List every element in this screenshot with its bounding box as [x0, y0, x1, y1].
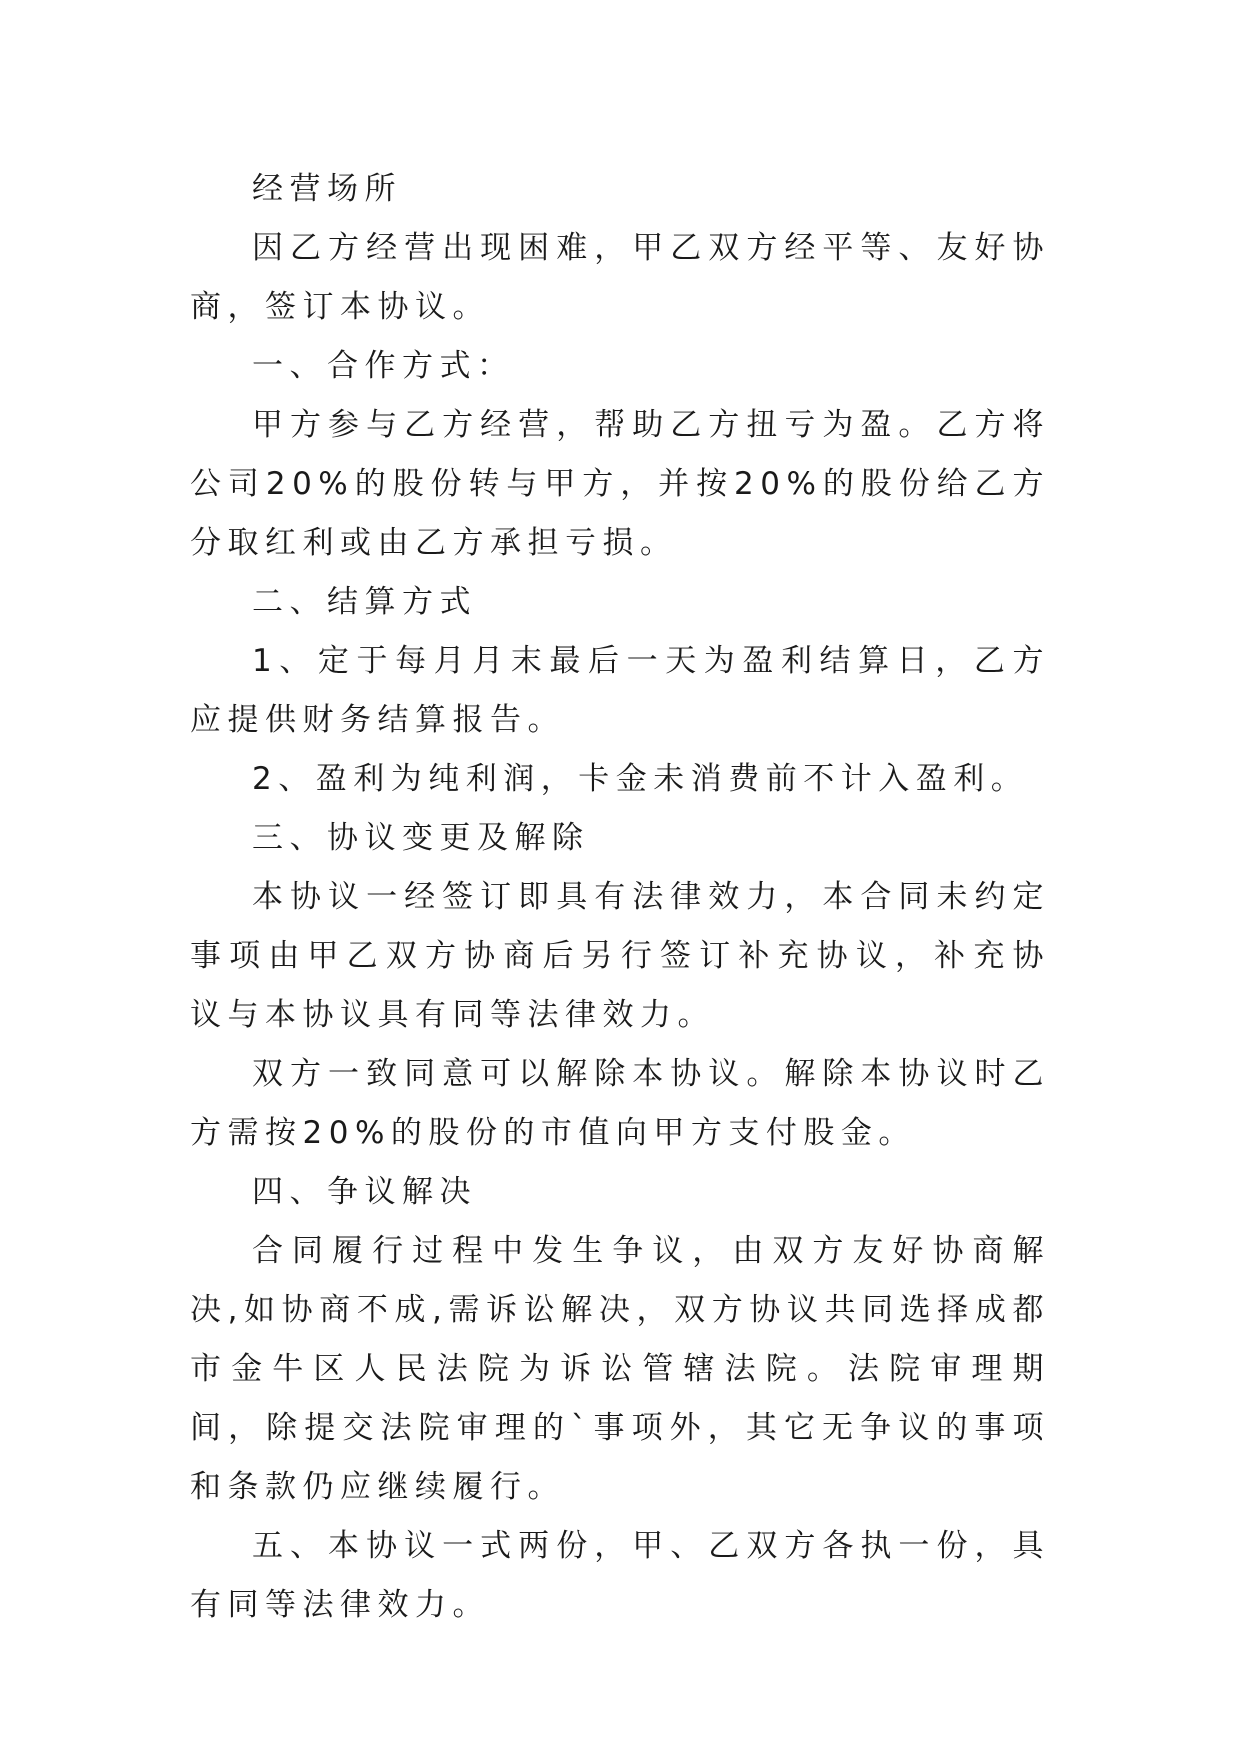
paragraph-settlement-day: 1、定于每月月末最后一天为盈利结算日，乙方应提供财务结算报告。: [190, 643, 1050, 738]
section-heading-modification: 三、协议变更及解除: [252, 820, 590, 856]
paragraph-cooperation-terms: 甲方参与乙方经营，帮助乙方扭亏为盈。乙方将公司20%的股份转与甲方，并按20%的股份给乙方分取红利或由乙方承担亏损。: [190, 407, 1050, 561]
section-heading-settlement: 二、结算方式: [252, 584, 477, 620]
paragraph-profit-definition: 2、盈利为纯利润，卡金未消费前不计入盈利。: [252, 761, 1029, 797]
paragraph-dispute-resolution: 合同履行过程中发生争议，由双方友好协商解决,如协商不成,需诉讼解决，双方协议共同选择成都市金牛区人民法院为诉讼管辖法院。法院审理期间，除提交法院审理的`事项外，其它无争议的事项和条款仍应继续履行。: [190, 1233, 1050, 1505]
paragraph-termination: 双方一致同意可以解除本协议。解除本协议时乙方需按20%的股份的市值向甲方支付股金。: [190, 1056, 1050, 1151]
paragraph-copies: 五、本协议一式两份，甲、乙双方各执一份，具有同等法律效力。: [190, 1528, 1050, 1623]
section-heading-cooperation: 一、合作方式：: [252, 348, 515, 384]
paragraph-preamble: 因乙方经营出现困难，甲乙双方经平等、友好协商，签订本协议。: [190, 230, 1050, 325]
paragraph-business-premises: 经营场所: [252, 171, 402, 207]
section-heading-dispute: 四、争议解决: [252, 1174, 477, 1210]
paragraph-legal-effect: 本协议一经签订即具有法律效力，本合同未约定事项由甲乙双方协商后另行签订补充协议，补充协议与本协议具有同等法律效力。: [190, 879, 1050, 1033]
document-body: [190, 160, 1050, 1635]
